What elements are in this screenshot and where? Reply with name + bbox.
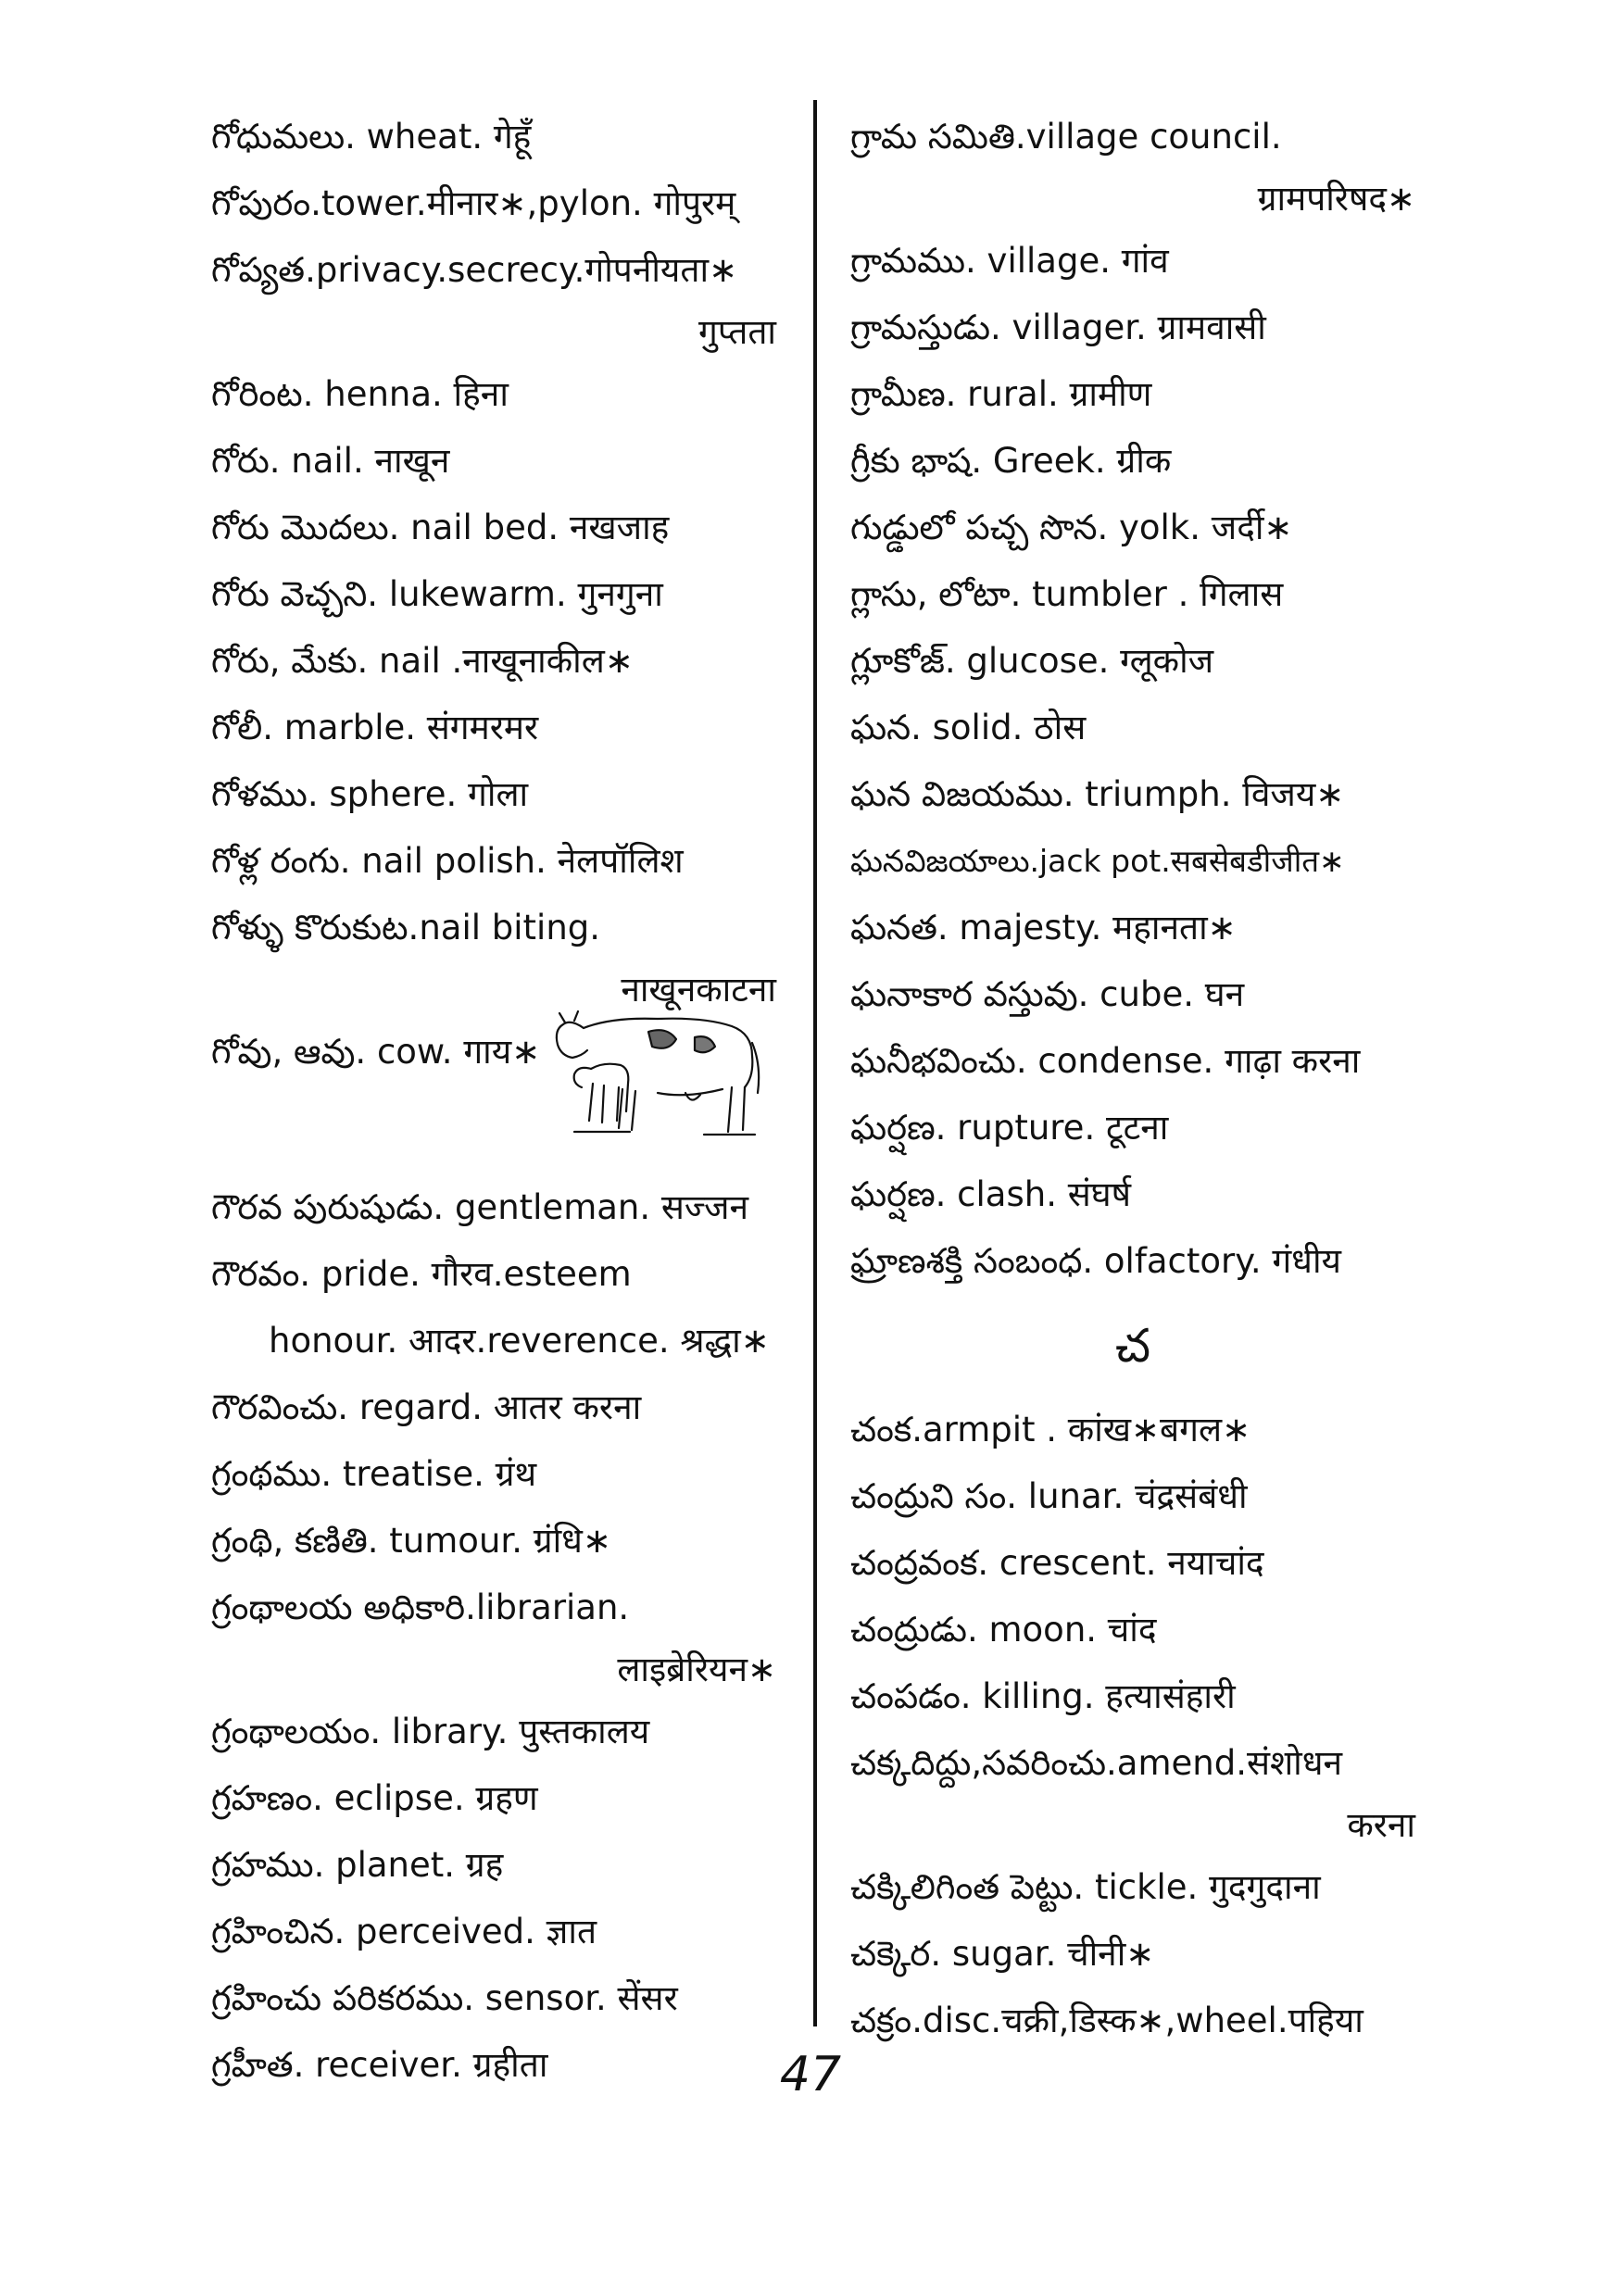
dictionary-entry: గౌరవం. pride. गौरव.esteem [211, 1254, 632, 1294]
column-divider [813, 100, 817, 2026]
entry-continuation: लाइब्रेरियन∗ [617, 1650, 776, 1689]
dictionary-entry: చంక.armpit . कांख∗बगल∗ [850, 1410, 1251, 1449]
right-column [850, 104, 1415, 2054]
dictionary-entry: గోరు, మేకు. nail .नाखूनाकील∗ [211, 641, 634, 681]
dictionary-entry: గ్రహము. planet. ग्रह [211, 1845, 504, 1885]
dictionary-entry: గ్లూకోజ్. glucose. ग्लूकोज [850, 641, 1214, 681]
dictionary-entry: ఘనాకార వస్తువు. cube. घन [850, 974, 1245, 1014]
dictionary-entry: గోప్యత.privacy.secrecy.गोपनीयता∗ [211, 250, 738, 290]
dictionary-entry: గోళ్ళు కొరుకుట.nail biting. [211, 908, 601, 947]
dictionary-entry-indented: honour. आदर.reverence. श्रद्धा∗ [269, 1321, 770, 1361]
dictionary-entry: ఘ్రాణశక్తి సంబంధ. olfactory. गंधीय [850, 1241, 1341, 1281]
dictionary-entry: ఘన. solid. ठोस [850, 708, 1087, 747]
dictionary-entry: గోళము. sphere. गोला [211, 774, 529, 814]
entry-continuation: करना [1347, 1805, 1415, 1845]
dictionary-entry: ఘనీభవించు. condense. गाढ़ा करना [850, 1041, 1361, 1081]
dictionary-entry: చంద్రవంక. crescent. नयाचांद [850, 1543, 1264, 1583]
section-letter-heading: చ [1115, 1319, 1150, 1373]
entry-continuation: नाखूनकाटना [621, 970, 776, 1010]
dictionary-entry: చంద్రుడు. moon. चांद [850, 1610, 1157, 1650]
cow-illustration [547, 991, 769, 1148]
dictionary-entry: గోపురం.tower.मीनार∗,pylon. गोपुरम् [211, 183, 736, 223]
dictionary-entry: ఘన విజయము. triumph. विजय∗ [850, 774, 1345, 814]
dictionary-entry: చక్రం.disc.चक्री,डिस्क∗,wheel.पहिया [850, 2001, 1363, 2040]
dictionary-entry: ఘనవిజయాలు.jack pot.सबसेबडीजीत∗ [850, 843, 1345, 879]
dictionary-entry: గ్రంథాలయ అధికారి.librarian. [211, 1587, 630, 1627]
dictionary-entry: గోరు. nail. नाखून [211, 441, 450, 481]
dictionary-entry: గోధుమలు. wheat. गेहूँ [211, 117, 532, 157]
dictionary-entry: గోరు మొదలు. nail bed. नखजाह [211, 508, 670, 547]
dictionary-entry: చక్కదిద్దు,సవరించు.amend.संशोधन [850, 1743, 1342, 1783]
dictionary-entry: గోలీ. marble. संगमरमर [211, 708, 539, 747]
entry-continuation: गुप्तता [698, 312, 776, 352]
dictionary-entry: గ్రీకు భాష. Greek. ग्रीक [850, 441, 1172, 481]
entry-continuation: ग्रामपरिषद∗ [1257, 179, 1415, 219]
dictionary-entry: గ్రామము. village. गांव [850, 241, 1169, 281]
dictionary-entry: గౌరవ పురుషుడు. gentleman. सज्जन [211, 1187, 749, 1227]
dictionary-entry: గ్రహించిన. perceived. ज्ञात [211, 1912, 597, 1951]
dictionary-entry: చంద్రుని సం. lunar. चंद्रसंबंधी [850, 1476, 1248, 1516]
dictionary-entry: గౌరవించు. regard. आतर करना [211, 1387, 642, 1427]
dictionary-entry: గుడ్డులో పచ్చ సొన. yolk. जर्दी∗ [850, 508, 1293, 547]
dictionary-entry: గ్రామీణ. rural. ग्रामीण [850, 374, 1152, 414]
dictionary-entry: చక్కెర. sugar. चीनी∗ [850, 1934, 1155, 1974]
dictionary-entry: గోవు, ఆవు. cow. गाय∗ [211, 1032, 541, 1072]
dictionary-entry: గ్రహణం. eclipse. ग्रहण [211, 1778, 538, 1818]
dictionary-entry: గ్రంథము. treatise. ग्रंथ [211, 1454, 537, 1494]
dictionary-entry: చక్కిలిగింత పెట్టు. tickle. गुदगुदाना [850, 1867, 1321, 1907]
dictionary-entry: గోరింట. henna. हिना [211, 374, 509, 414]
dictionary-entry: గ్రంథి, కణితి. tumour. ग्रंधि∗ [211, 1521, 611, 1561]
dictionary-entry: గ్లాసు, లోటా. tumbler . गिलास [850, 574, 1284, 614]
dictionary-entry: చంపడం. killing. हत्यासंहारी [850, 1676, 1236, 1716]
dictionary-entry: గ్రహించు పరికరము. sensor. सेंसर [211, 1978, 678, 2018]
dictionary-entry: గ్రామస్తుడు. villager. ग्रामवासी [850, 307, 1266, 347]
dictionary-entry: ఘర్షణ. clash. संघर्ष [850, 1174, 1131, 1214]
dictionary-entry: ఘర్షణ. rupture. टूटना [850, 1108, 1169, 1148]
page-number: 47 [779, 2047, 842, 2102]
dictionary-entry: గ్రామ సమితి.village council. [850, 117, 1282, 157]
dictionary-entry: గోళ్ల రంగు. nail polish. नेलपॉलिश [211, 841, 684, 881]
dictionary-entry: ఘనత. majesty. महानता∗ [850, 908, 1237, 947]
dictionary-entry: గోరు వెచ్చని. lukewarm. गुनगुना [211, 574, 663, 614]
dictionary-entry: గ్రహీత. receiver. ग्रहीता [211, 2045, 548, 2085]
dictionary-entry: గ్రంథాలయం. library. पुस्तकालय [211, 1712, 650, 1751]
